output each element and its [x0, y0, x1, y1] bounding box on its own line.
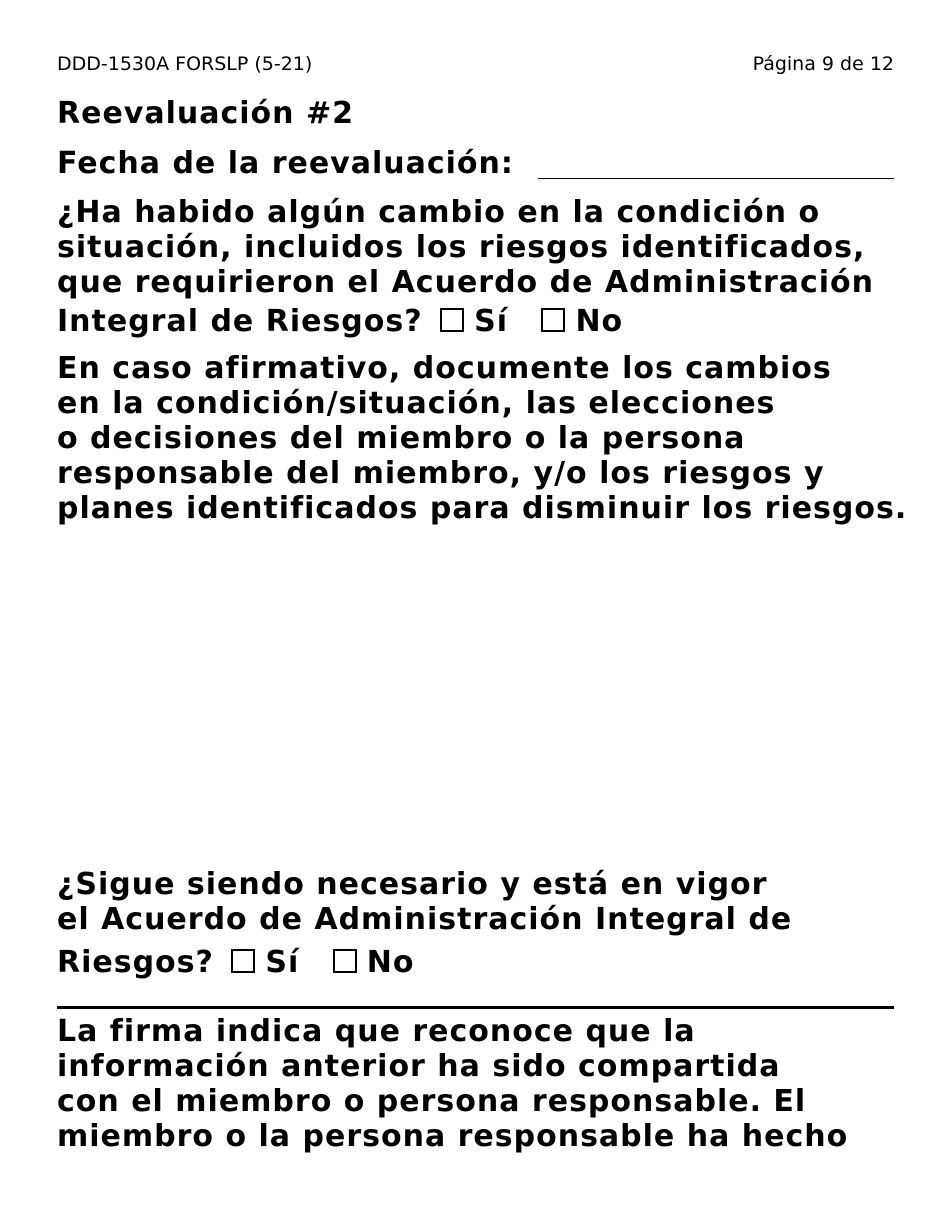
no-label: No	[575, 304, 624, 339]
yes-checkbox[interactable]	[440, 308, 464, 332]
question-line-with-options	[57, 304, 874, 339]
question-agreement-still-needed	[57, 867, 792, 980]
signature-text-line: con el miembro o persona responsable. El	[57, 1084, 807, 1119]
instruction-line: en la condición/situación, las elecciones	[57, 386, 776, 421]
instruction-line: o decisiones del miembro o la persona	[57, 421, 746, 456]
question-line: Riesgos?	[57, 945, 214, 980]
instructions-paragraph	[57, 351, 907, 526]
no-checkbox[interactable]	[333, 949, 357, 973]
signature-text-line: miembro o la persona responsable ha hecho	[57, 1119, 849, 1154]
question-line: Integral de Riesgos?	[57, 304, 423, 339]
section-title: Reevaluación #2	[57, 96, 354, 131]
question-line: ¿Sigue siendo necesario y está en vigor	[57, 867, 768, 902]
reevaluation-date-field[interactable]	[538, 178, 894, 179]
option-yes[interactable]	[231, 945, 299, 980]
yes-label: Sí	[265, 945, 300, 980]
signature-text-line: información anterior ha sido compartida	[57, 1049, 781, 1084]
no-checkbox[interactable]	[541, 308, 565, 332]
instruction-line: responsable del miembro, y/o los riesgos y	[57, 456, 825, 491]
question-line-with-options	[57, 945, 792, 980]
reevaluation-date-label: Fecha de la reevaluación:	[57, 146, 514, 181]
option-no[interactable]	[541, 304, 623, 339]
option-no[interactable]	[333, 945, 415, 980]
question-line: el Acuerdo de Administración Integral de	[57, 902, 793, 937]
signature-acknowledgement-text	[57, 1014, 848, 1154]
option-yes[interactable]	[440, 304, 508, 339]
no-label: No	[366, 945, 415, 980]
question-line: ¿Ha habido algún cambio en la condición o	[57, 195, 821, 230]
section-divider	[57, 1006, 894, 1009]
signature-text-line: La firma indica que reconoce que la	[57, 1014, 696, 1049]
instruction-line: planes identificados para disminuir los riesgos.	[57, 491, 908, 526]
changes-documentation-area[interactable]	[57, 540, 894, 850]
question-line: situación, incluidos los riesgos identificados,	[57, 230, 866, 265]
yes-checkbox[interactable]	[231, 949, 255, 973]
question-risk-changes	[57, 195, 874, 339]
form-number: DDD-1530A FORSLP (5-21)	[57, 53, 313, 75]
yes-label: Sí	[474, 304, 508, 339]
question-line: que requirieron el Acuerdo de Administración	[57, 265, 875, 300]
page-number: Página 9 de 12	[752, 53, 894, 75]
instruction-line: En caso afirmativo, documente los cambios	[57, 351, 832, 386]
